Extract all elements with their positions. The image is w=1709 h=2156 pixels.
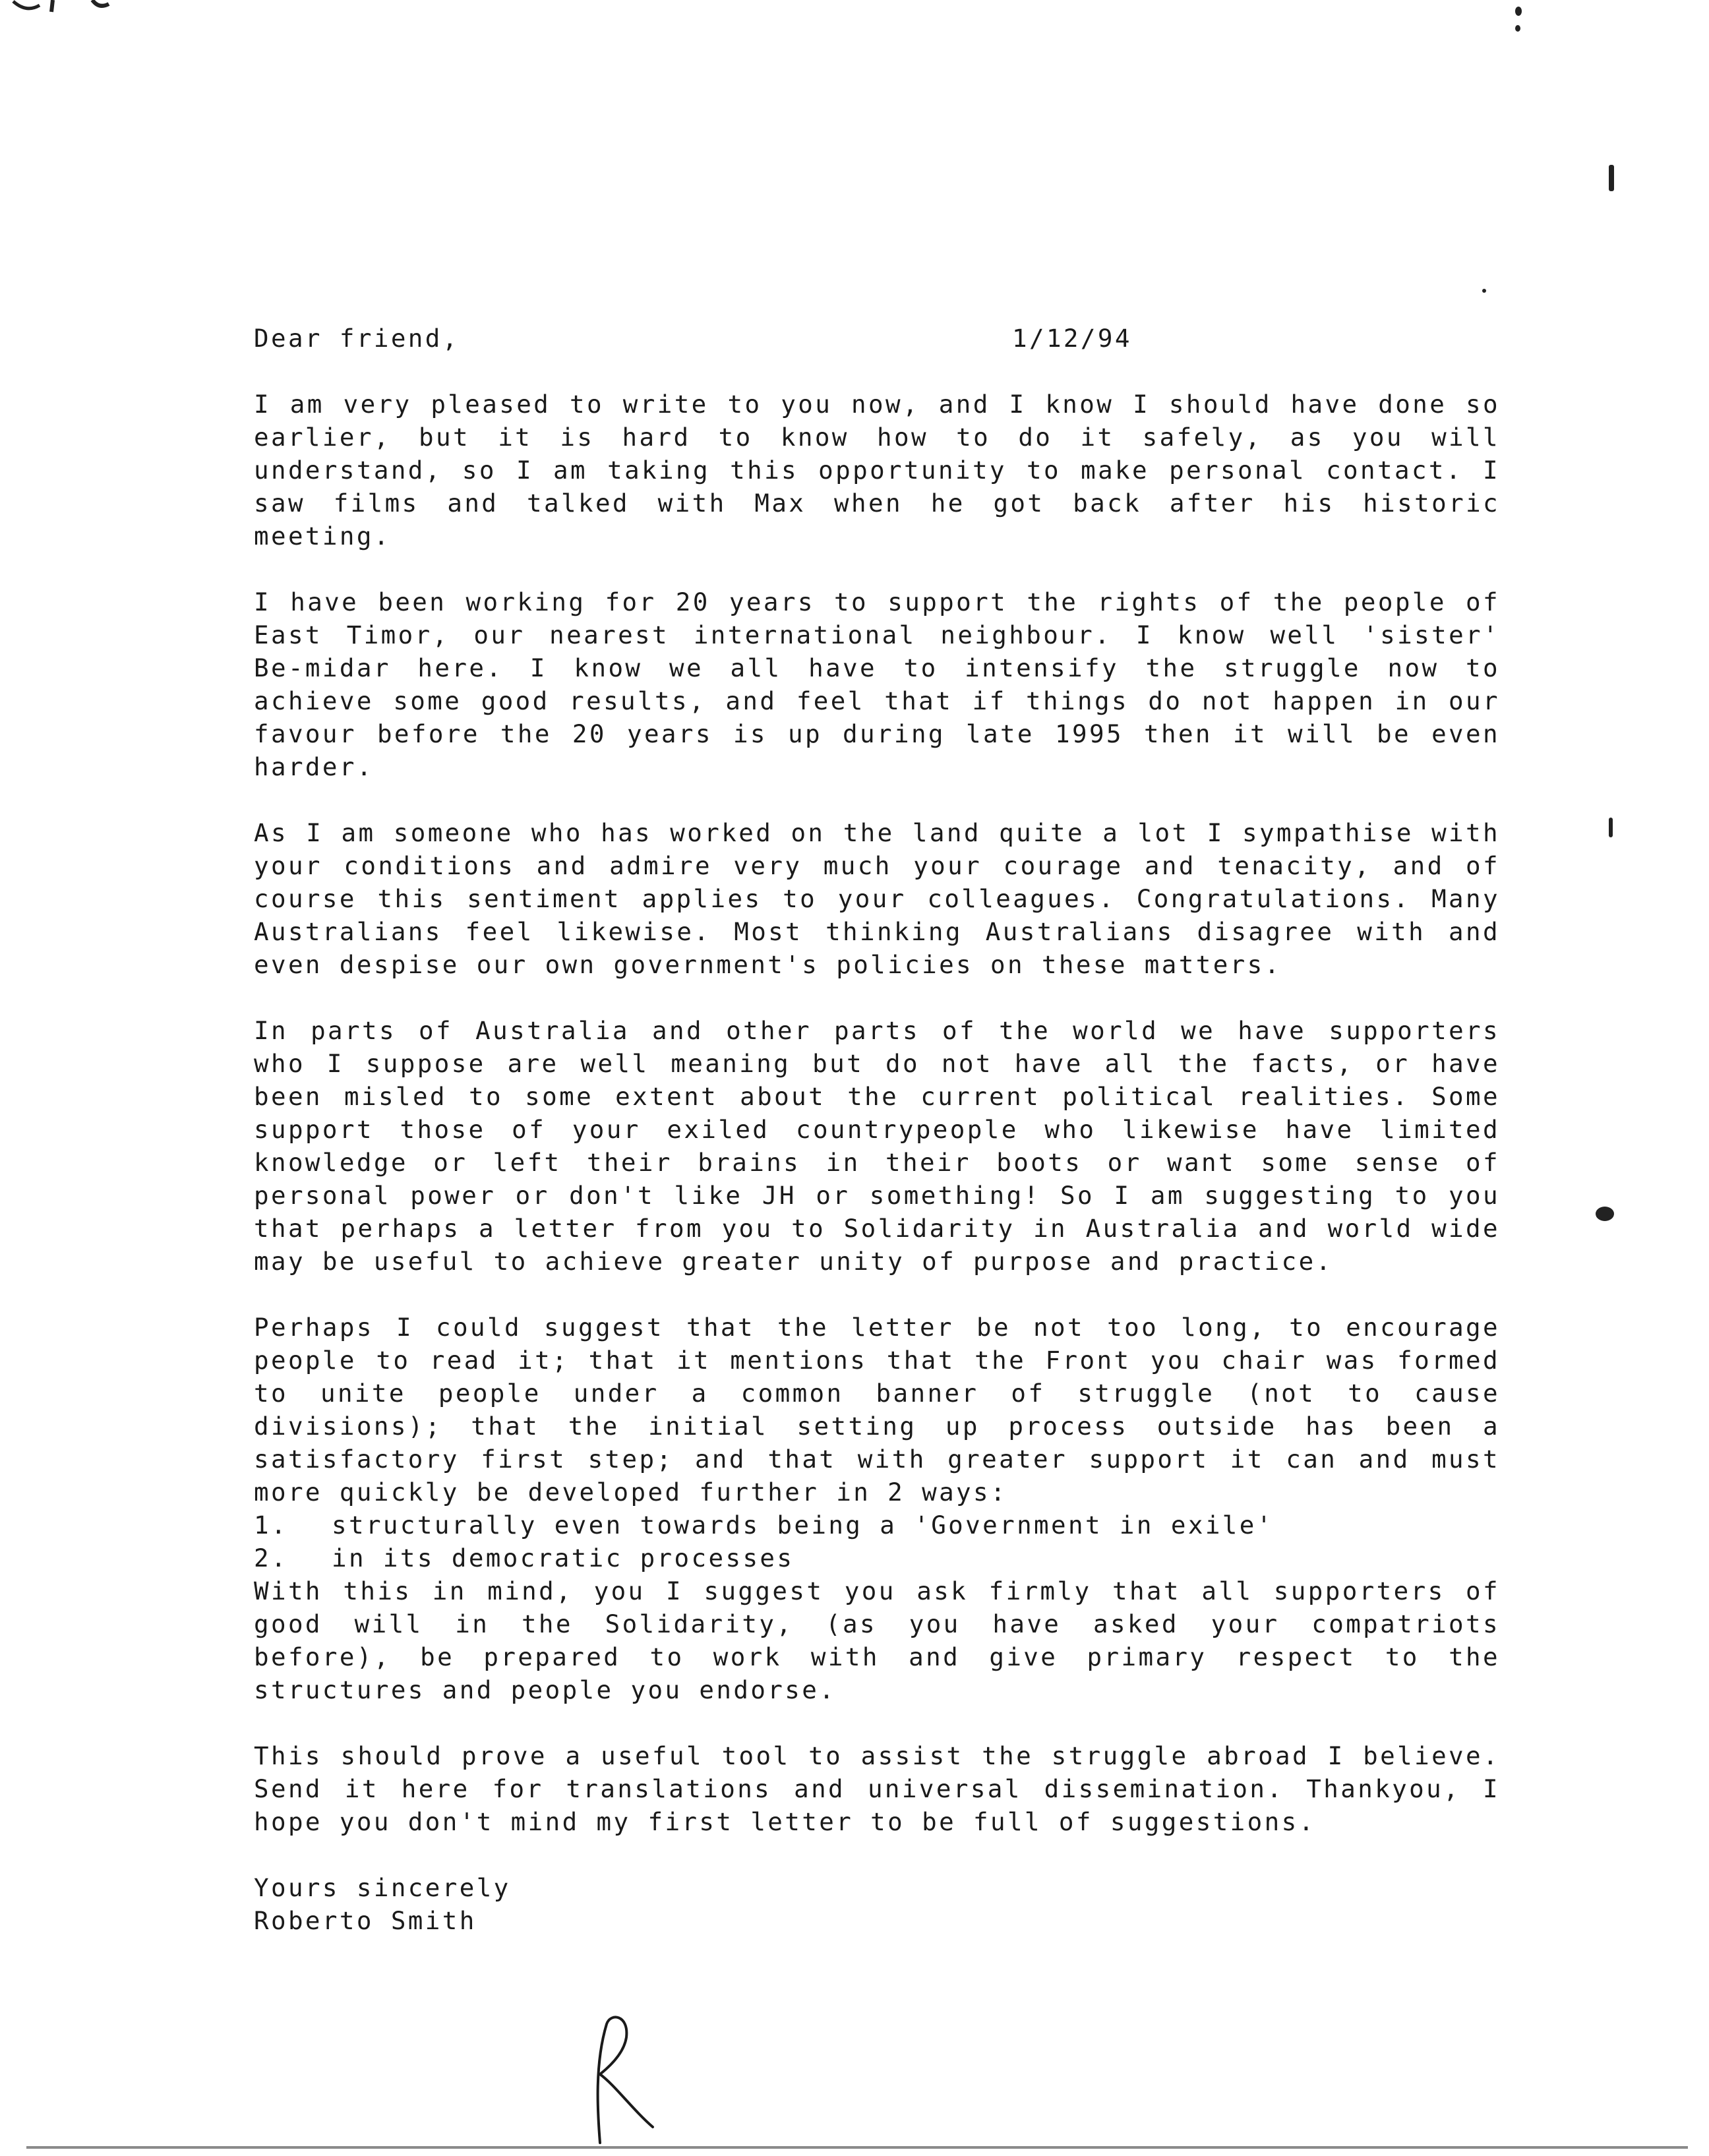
scan-speck bbox=[1596, 1207, 1614, 1221]
paragraph-5: Perhaps I could suggest that the letter be not too long, to encourage people to read it; that it mentions that the Front you chair was formed to unite people under a common banner of struggle (not to cause divisions); that the initial setting up process outside has been a satisfactory first step; and that with greater support it can and must more quickly be developed further in 2 ways: bbox=[254, 1313, 1500, 1507]
list-number: 2. bbox=[254, 1543, 288, 1572]
list-item bbox=[254, 1509, 1500, 1542]
signature-icon bbox=[580, 2011, 659, 2149]
list-item bbox=[254, 1542, 1500, 1574]
closing: Yours sincerely bbox=[254, 1873, 511, 1902]
paragraph-6: With this in mind, you I suggest you ask firmly that all supporters of good will in the Solidarity, (as you have asked your compatriots before), be prepared to work with and give primary respect to the structures and people you endorse. bbox=[254, 1576, 1500, 1704]
signer-name: Roberto Smith bbox=[254, 1906, 477, 1935]
letter-date: 1/12/94 bbox=[1012, 324, 1132, 353]
letter-header bbox=[254, 322, 1500, 355]
paragraph-2: I have been working for 20 years to support the rights of the people of East Timor, our nearest international neighbour. I know well 'sister' Be-midar here. I know we all have to intensify the struggle now to achieve some good results, and feel that if things do not happen in our favour before the 20 years is up during late 1995 then it will be even harder. bbox=[254, 587, 1500, 781]
paragraph-3: As I am someone who has worked on the land quite a lot I sympathise with your conditions and admire very much your courage and tenacity, and of course this sentiment applies to your colleagues. Congratulations. Many Australians feel likewise. Most thinking Australians disagree with and even despise our own government's policies on these matters. bbox=[254, 818, 1500, 979]
page-edge-line bbox=[26, 2146, 1688, 2149]
scan-speck bbox=[1482, 289, 1486, 293]
letter-body bbox=[254, 322, 1500, 1937]
scan-artifact-mark bbox=[0, 0, 132, 40]
scan-speck bbox=[1515, 25, 1520, 32]
list-text: structurally even towards being a 'Government in exile' bbox=[332, 1511, 1274, 1540]
list-number: 1. bbox=[254, 1511, 288, 1540]
paragraph-7: This should prove a useful tool to assist the struggle abroad I believe. Send it here for translations and universal dissemination. Thankyou, I hope you don't mind my first letter to be full of suggestions. bbox=[254, 1741, 1500, 1836]
list-text: in its democratic processes bbox=[332, 1543, 795, 1572]
paragraph-4: In parts of Australia and other parts of the world we have supporters who I suppose are well meaning but do not have all the facts, or have been misled to some extent about the current political realities. Some support those of your exiled countrypeople who likewise have limited knowledge or left their brains in their boots or want some sense of personal power or don't like JH or something! So I am suggesting to you that perhaps a letter from you to Solidarity in Australia and world wide may be useful to achieve greater unity of purpose and practice. bbox=[254, 1016, 1500, 1276]
scan-speck bbox=[1609, 165, 1614, 191]
scan-speck bbox=[1609, 818, 1613, 837]
numbered-list bbox=[254, 1509, 1500, 1574]
scan-speck bbox=[1515, 7, 1522, 16]
salutation: Dear friend, bbox=[254, 324, 460, 353]
paragraph-1: I am very pleased to write to you now, and I know I should have done so earlier, but it is hard to know how to do it safely, as you will understand, so I am taking this opportunity to make personal contact. I saw films and talked with Max when he got back after his historic meeting. bbox=[254, 390, 1500, 551]
